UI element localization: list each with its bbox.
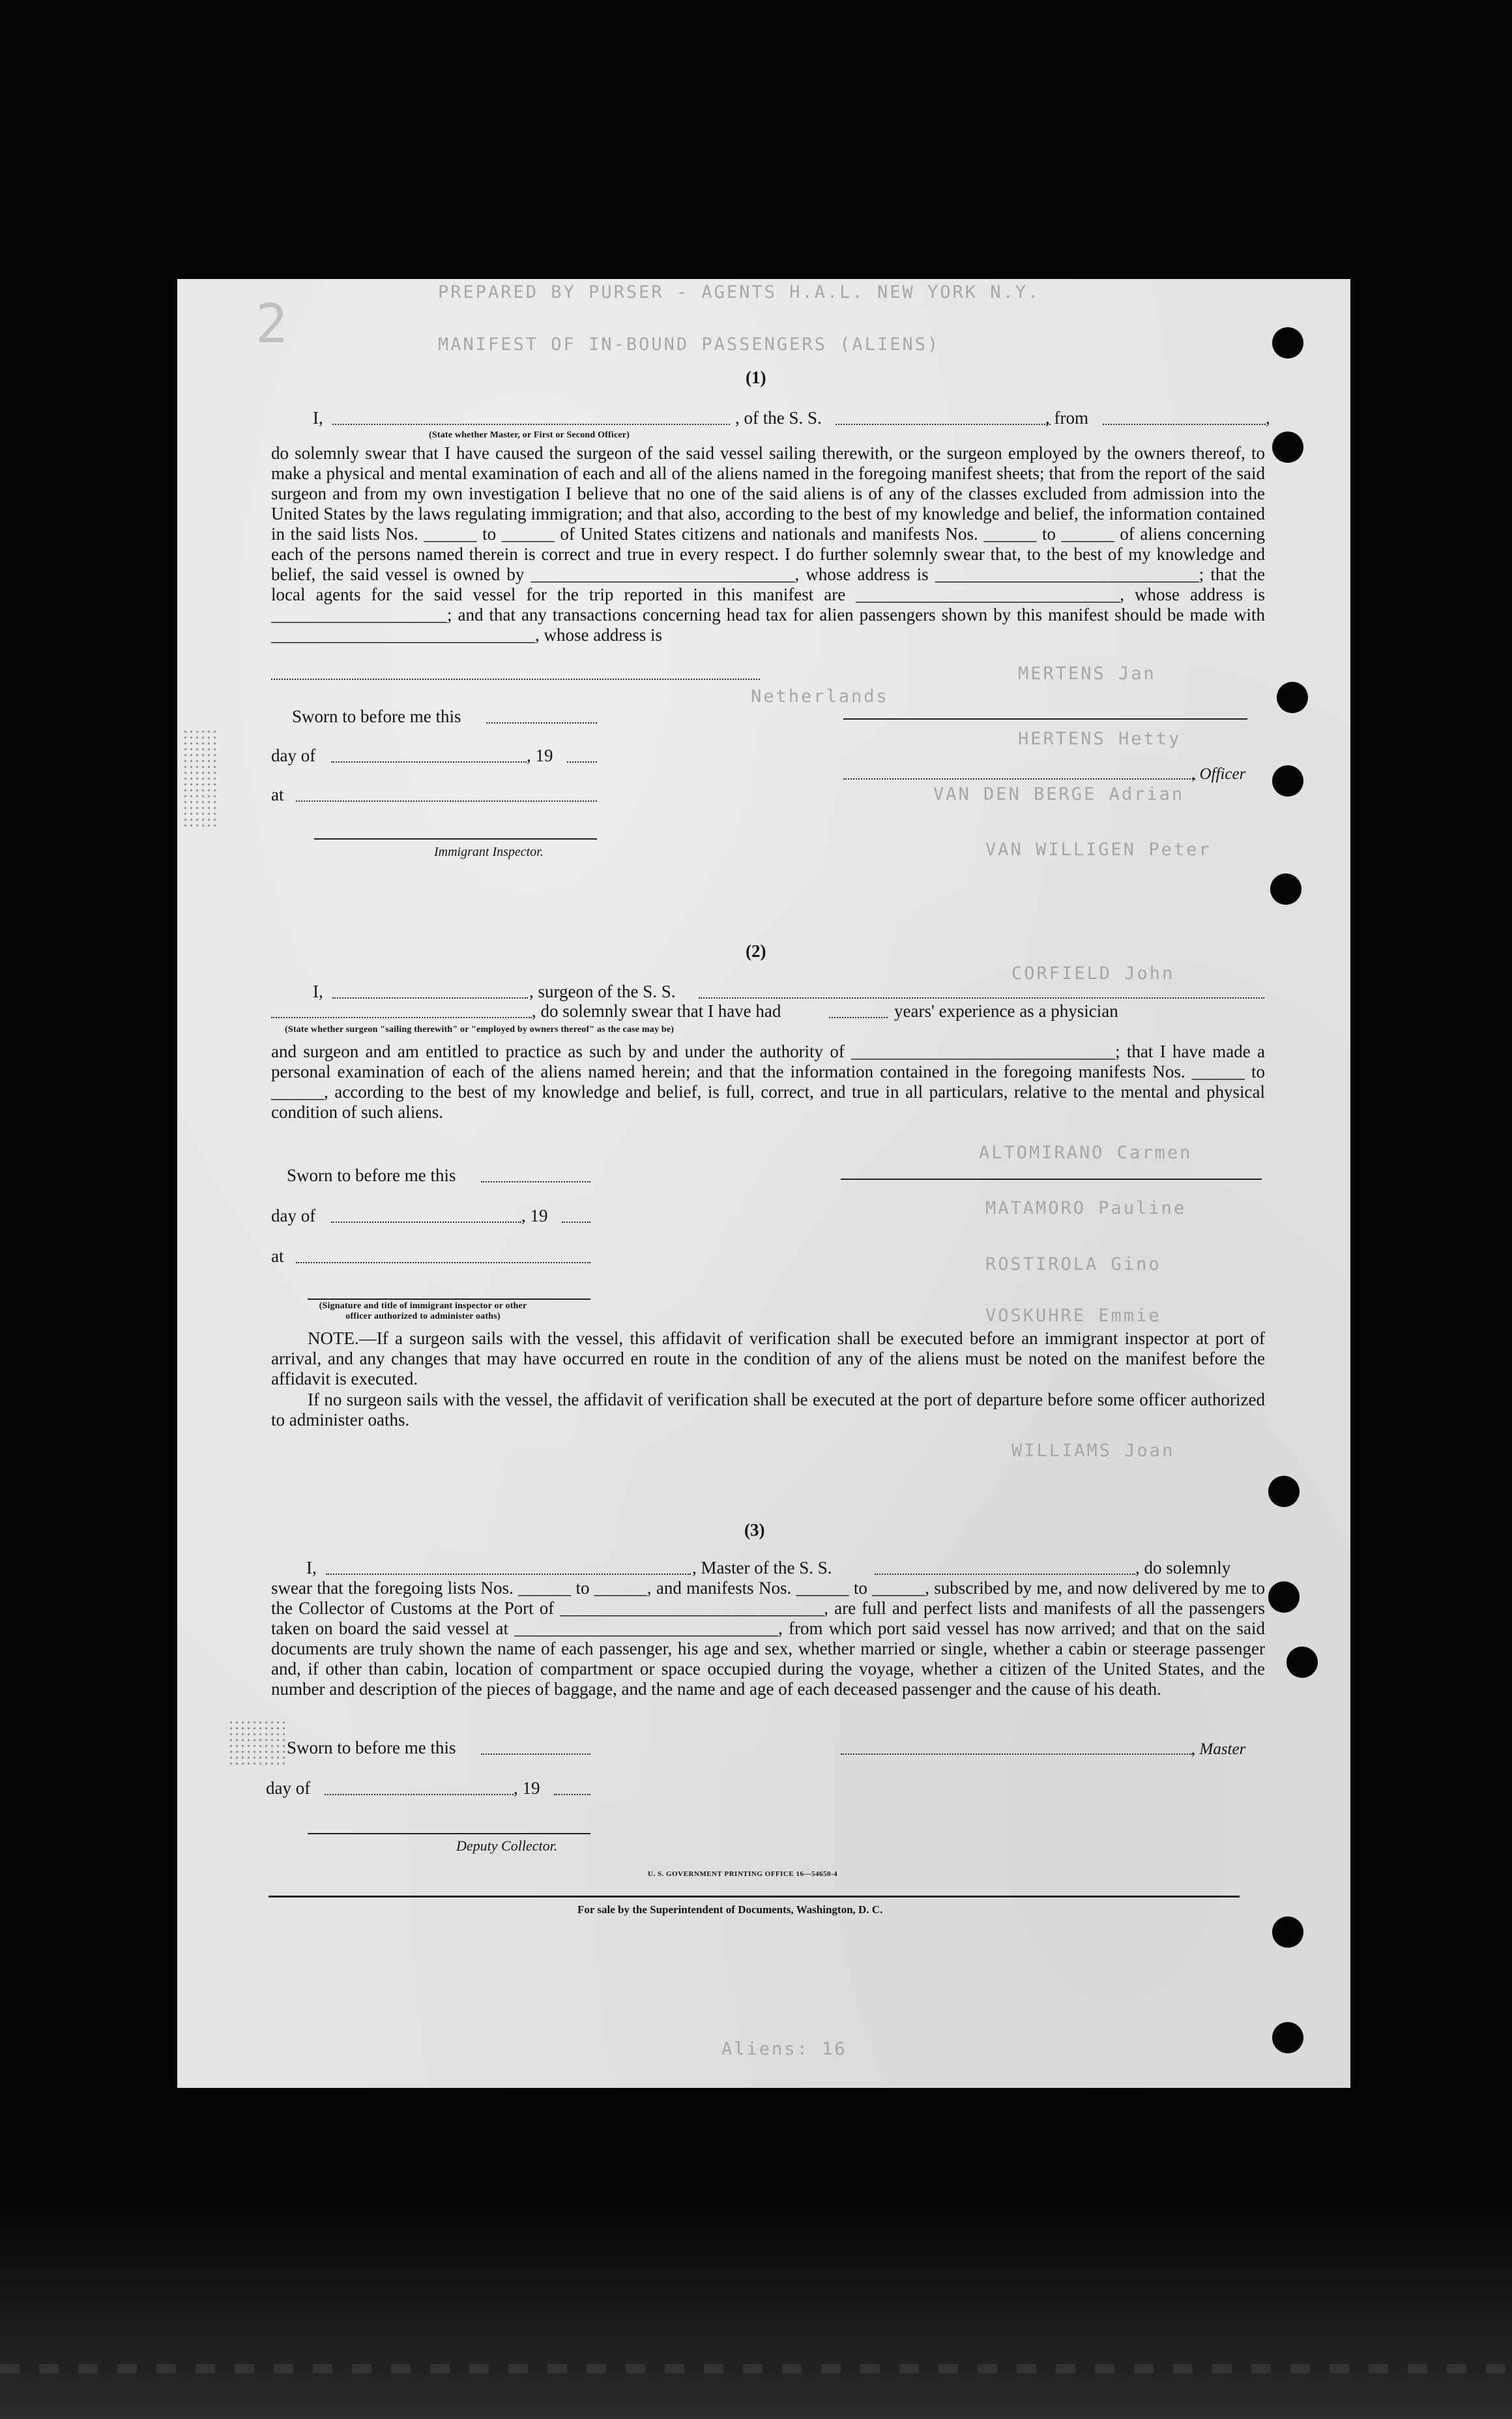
- s1-at-label: at: [271, 785, 284, 804]
- s1-of-ss-label: , of the S. S.: [735, 408, 822, 428]
- s2-status-field[interactable]: [271, 1017, 532, 1018]
- s3-year-field[interactable]: [554, 1794, 590, 1795]
- s1-year-field[interactable]: [567, 761, 597, 763]
- s2-surgeon-name-field[interactable]: [332, 997, 528, 999]
- ghost-name: Netherlands: [751, 686, 889, 707]
- s1-i-label: I,: [313, 408, 323, 428]
- ghost-name: VOSKUHRE Emmie: [985, 1306, 1161, 1326]
- s2-note-2: If no surgeon sails with the vessel, the affidavit of verification shall be executed at the port of departure before some officer authorized to administer oaths.: [271, 1390, 1265, 1429]
- section-1-number: (1): [746, 368, 766, 387]
- s3-deputy-signature-line[interactable]: [308, 1833, 590, 1834]
- manifest-sheet: [177, 279, 1350, 2088]
- s3-deputy-caption: Deputy Collector.: [456, 1838, 558, 1854]
- film-perforation: [0, 2364, 1512, 2373]
- s3-vessel-field[interactable]: [875, 1574, 1135, 1575]
- s3-day-field[interactable]: [325, 1794, 514, 1795]
- s1-caption: (State whether Master, or First or Second Officer): [429, 430, 630, 440]
- punch-hole-icon: [1268, 1476, 1300, 1507]
- s2-sworn-label: Sworn to before me this: [287, 1166, 456, 1185]
- scan-speckle: [182, 729, 219, 827]
- s1-address-field[interactable]: [271, 679, 760, 680]
- s3-year-label: , 19: [514, 1778, 540, 1798]
- s1-sworn-label: Sworn to before me this: [292, 707, 461, 726]
- s1-from-field[interactable]: [1103, 424, 1266, 425]
- punch-hole-icon: [1277, 682, 1308, 713]
- s3-oath-body: swear that the foregoing lists Nos. ______ to ______, and manifests Nos. ______ to ______, subscribed by me, and now delivered by me to the Collector of Customs at the Port of ______________________________, are full and perfect lists and manifests of all the passengers taken on board the said vessel at ______________________________, from which port said vessel has now arrived; and that on the said documents are truly shown the name of each passenger, his age and sex, whether married or single, whether a cabin or steerage passenger and, if other than cabin, location of compartment or space occupied during the voyage, whether a citizen of the United States, and the number and description of the pieces of baggage, and the name and age of each deceased passenger and the cause of his death.: [271, 1578, 1265, 1699]
- punch-hole-icon: [1272, 2022, 1303, 2053]
- s3-master-ss-label: , Master of the S. S.: [692, 1558, 832, 1577]
- s2-years-field[interactable]: [829, 1017, 888, 1018]
- s1-officer-title-field[interactable]: [843, 778, 1195, 780]
- punch-hole-icon: [1268, 1581, 1300, 1613]
- ghost-footer: Aliens: 16: [721, 2039, 847, 2059]
- ghost-name: WILLIAMS Joan: [1011, 1441, 1175, 1461]
- s2-at-field[interactable]: [296, 1262, 590, 1263]
- s2-vessel-field[interactable]: [699, 997, 1264, 999]
- s1-vessel-field[interactable]: [836, 424, 1051, 425]
- punch-hole-icon: [1272, 765, 1303, 797]
- s3-master-name-field[interactable]: [326, 1574, 691, 1575]
- ghost-name: ROSTIROLA Gino: [985, 1254, 1161, 1274]
- s1-from-label: , from: [1045, 408, 1088, 428]
- s2-surgeon-ss-label: , surgeon of the S. S.: [529, 982, 676, 1001]
- s1-at-field[interactable]: [296, 800, 597, 802]
- punch-hole-icon: [1272, 432, 1303, 463]
- printer-imprint: U. S. GOVERNMENT PRINTING OFFICE 16—54650-4: [648, 1870, 838, 1878]
- s3-master-signature-field[interactable]: [841, 1753, 1193, 1755]
- ghost-header-line: MANIFEST OF IN-BOUND PASSENGERS (ALIENS): [438, 334, 940, 355]
- s1-comma: ,: [1266, 408, 1270, 428]
- s2-day-field[interactable]: [331, 1222, 521, 1223]
- s2-sworn-date-field[interactable]: [481, 1181, 590, 1182]
- s1-inspector-caption: Immigrant Inspector.: [434, 845, 544, 859]
- scan-speckle: [228, 1720, 287, 1765]
- s2-year-field[interactable]: [562, 1222, 590, 1223]
- s3-sworn-date-field[interactable]: [481, 1753, 590, 1755]
- ghost-header-line: PREPARED BY PURSER - AGENTS H.A.L. NEW YORK N.Y.: [438, 282, 1041, 302]
- s2-at-label: at: [271, 1246, 284, 1266]
- s3-master-label: , Master: [1191, 1740, 1246, 1758]
- s2-note: NOTE.—If a surgeon sails with the vessel, this affidavit of verification shall be executed before an immigrant inspector at port of arrival, and any changes that may have occurred en route in the condition of any of the aliens must be noted on the manifest before the affidavit is executed.: [271, 1328, 1265, 1388]
- s3-sworn-label: Sworn to before me this: [287, 1738, 456, 1757]
- s2-signature-caption: (Signature and title of immigrant inspector or other officer authorized to administer oaths): [319, 1301, 527, 1321]
- s2-i-label: I,: [313, 982, 323, 1001]
- ghost-name: CORFIELD John: [1011, 963, 1175, 984]
- section-2-number: (2): [746, 941, 766, 961]
- footer-rule: [269, 1896, 1240, 1898]
- punch-hole-icon: [1272, 1916, 1303, 1948]
- s2-signature-line[interactable]: [308, 1298, 590, 1300]
- s1-inspector-signature-line[interactable]: [314, 838, 597, 840]
- s1-day-field[interactable]: [331, 761, 527, 763]
- s2-day-of-label: day of: [271, 1206, 316, 1225]
- s2-oath-body: and surgeon and am entitled to practice as such by and under the authority of ______________________________; that I have made a personal examination of each of the aliens named herein; and that the information contained in the foregoing manifests Nos. ______ to ______, according to the best of my knowledge and belief, is full, correct, and true in all particulars, relative to the mental and physical condition of such aliens.: [271, 1042, 1265, 1122]
- s1-year-label: , 19: [527, 746, 553, 765]
- s3-day-of-label: day of: [266, 1778, 311, 1798]
- s3-solemnly-label: , do solemnly: [1135, 1558, 1231, 1577]
- s2-swear-label: , do solemnly swear that I have had: [532, 1001, 781, 1021]
- punch-hole-icon: [1287, 1647, 1318, 1678]
- s1-officer-signature-line[interactable]: [843, 718, 1247, 720]
- s2-year-label: , 19: [521, 1206, 548, 1225]
- ghost-name: VAN WILLIGEN Peter: [985, 840, 1212, 860]
- ghost-name: HERTENS Hetty: [1018, 729, 1182, 749]
- ghost-name: MERTENS Jan: [1018, 664, 1156, 684]
- s2-caption: (State whether surgeon "sailing therewith" or "employed by owners thereof" as the case may be): [285, 1025, 675, 1034]
- sale-notice: For sale by the Superintendent of Documents, Washington, D. C.: [577, 1903, 883, 1916]
- section-3-number: (3): [744, 1520, 765, 1540]
- s2-surgeon-signature-line[interactable]: [841, 1179, 1262, 1180]
- ghost-name: VAN DEN BERGE Adrian: [933, 784, 1185, 804]
- s1-day-of-label: day of: [271, 746, 316, 765]
- punch-hole-icon: [1272, 327, 1303, 359]
- punch-hole-icon: [1270, 873, 1301, 905]
- s2-years-label: years' experience as a physician: [894, 1001, 1118, 1021]
- s1-sworn-date-field[interactable]: [486, 722, 597, 724]
- microfilm-border: [0, 2204, 1512, 2419]
- ghost-name: ALTOMIRANO Carmen: [979, 1143, 1193, 1163]
- ghost-page-number: 2: [255, 293, 288, 355]
- s1-officer-label: , Officer: [1191, 765, 1246, 783]
- ghost-name: MATAMORO Pauline: [985, 1198, 1187, 1218]
- s3-i-label: I,: [306, 1558, 317, 1577]
- s1-oath-body: do solemnly swear that I have caused the surgeon of the said vessel sailing therewith, or the surgeon employed by the owners thereof, to make a physical and mental examination of each and all of the aliens named in the foregoing manifest sheets; that from the report of the said surgeon and from my own investigation I believe that no one of the said aliens is of any of the classes excluded from admission into the United States by the laws regulating immigration; and that also, according to the best of my knowledge and belief, the information contained in the said lists Nos. ______ to ______ of United States citizens and nationals and manifests Nos. ______ to ______ of aliens concerning each of the persons named therein is correct and true in every respect. I do further solemnly swear that, to the best of my knowledge and belief, the said vessel is owned by ______________________________, whose address is ______________________________; that the local agents for the said vessel for the trip reported in this manifest are ______________________________, whose address is ____________________; and that any transactions concerning head tax for alien passengers shown by this manifest should be made with ______________________________, whose address is: [271, 443, 1265, 645]
